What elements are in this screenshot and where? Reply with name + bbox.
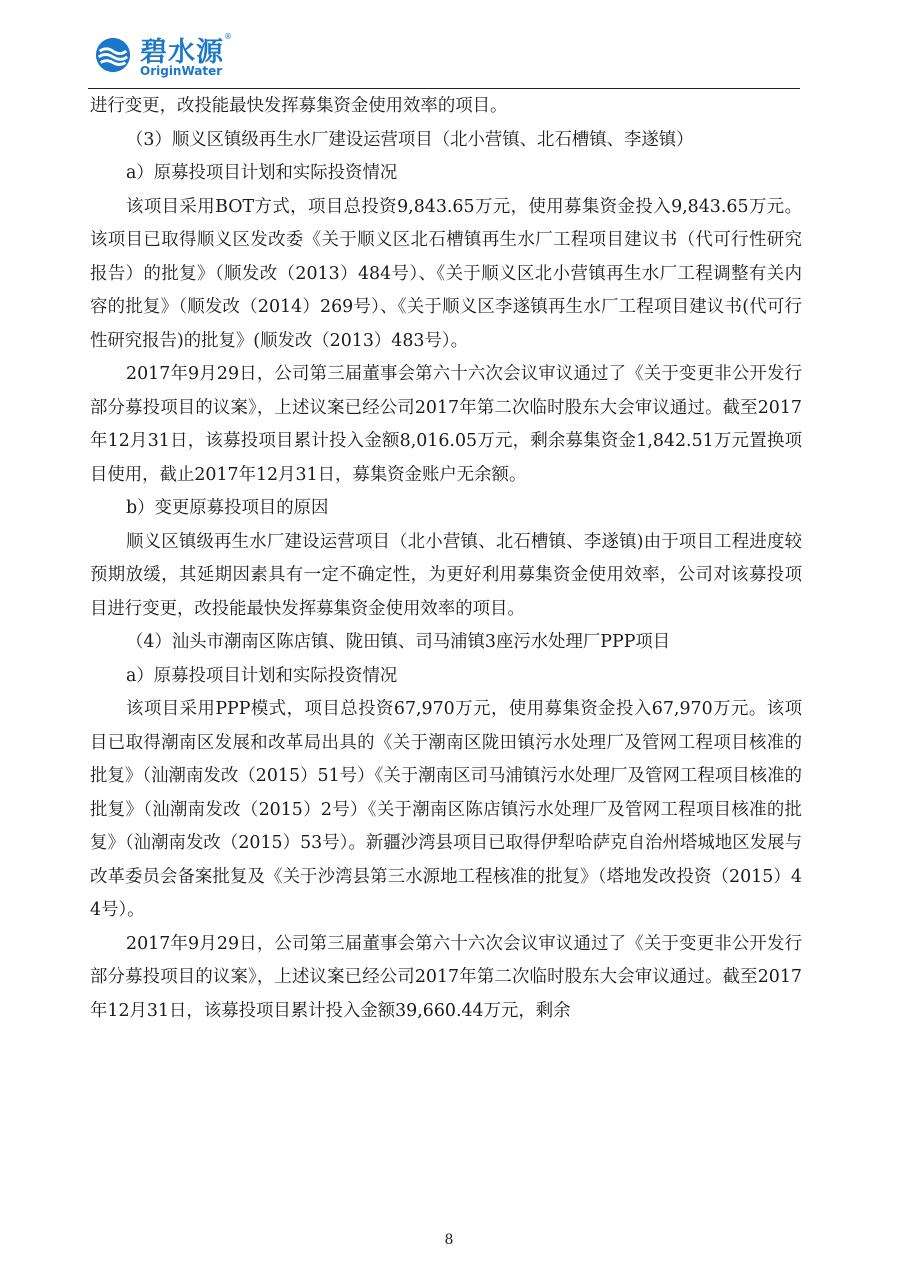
section-heading-3: （3）顺义区镇级再生水厂建设运营项目（北小营镇、北石槽镇、李遂镇） xyxy=(126,129,694,150)
section-heading-4: （4）汕头市潮南区陈店镇、陇田镇、司马浦镇3座污水处理厂PPP项目 xyxy=(126,632,671,652)
registered-mark: ® xyxy=(224,32,232,41)
paragraph: 该项目采用PPP模式，项目总投资67,970万元，使用募集资金投入67,970万元。该项目已取得潮南区发展和改革局出具的《关于潮南区陇田镇污水处理厂及管网工程项目核准的批复》（汕潮南发改（2015）51号）《关于潮南区司马浦镇污水处理厂及管网工程项目核准的批复》（汕潮南发改（2015）2号）《关于潮南区陈店镇污水处理厂及管网工程项目核准的批复》（汕潮南发改（2015）53号）。新疆沙湾县项目已取得伊犁哈萨克自治州塔城地区发展与改革委员会备案批复及《关于沙湾县第三水源地工程核准的批复》（塔地发改投资（2015）44号）。 xyxy=(90,699,802,920)
paragraph: 该项目采用BOT方式，项目总投资9,843.65万元，使用募集资金投入9,843.65万元。该项目已取得顺义区发改委《关于顺义区北石槽镇再生水厂工程项目建议书（代可行性研究报告）的批复》（顺发改（2013）484号）、《关于顺义区北小营镇再生水厂工程调整有关内容的批复》（顺发改（2014）269号）、《关于顺义区李遂镇再生水厂工程项目建议书(代可行性研究报告)的批复》(顺发改（2013）483号）。 xyxy=(90,196,802,351)
header-divider xyxy=(88,88,800,89)
page-header xyxy=(88,28,800,88)
page-number: 8 xyxy=(444,1232,454,1248)
logo-english-name: OriginWater xyxy=(140,64,223,78)
document-body xyxy=(90,90,802,1028)
logo-chinese-name: 碧水源 xyxy=(140,37,224,68)
origin-water-logo-icon xyxy=(94,36,132,74)
paragraph: 2017年9月29日，公司第三届董事会第六十六次会议审议通过了《关于变更非公开发行部分募投项目的议案》，上述议案已经公司2017年第二次临时股东大会审议通过。截至2017年12月31日，该募投项目累计投入金额8,016.05万元，剩余募集资金1,842.51万元置换项目使用，截止2017年12月31日，募集资金账户无余额。 xyxy=(90,364,802,485)
paragraph-continuation: 进行变更，改投能最快发挥募集资金使用效率的项目。 xyxy=(90,96,508,116)
subheading-a: a）原募投项目计划和实际投资情况 xyxy=(126,163,398,183)
paragraph: 2017年9月29日，公司第三届董事会第六十六次会议审议通过了《关于变更非公开发行部分募投项目的议案》，上述议案已经公司2017年第二次临时股东大会审议通过。截至2017年12月31日，该募投项目累计投入金额39,660.44万元，剩余 xyxy=(90,933,802,1021)
subheading-a: a）原募投项目计划和实际投资情况 xyxy=(126,665,398,686)
subheading-b: b）变更原募投项目的原因 xyxy=(126,498,329,518)
paragraph: 顺义区镇级再生水厂建设运营项目（北小营镇、北石槽镇、李遂镇)由于项目工程进度较预期放缓，其延期因素具有一定不确定性，为更好利用募集资金使用效率，公司对该募投项目进行变更，改投能最快发挥募集资金使用效率的项目。 xyxy=(90,531,802,619)
